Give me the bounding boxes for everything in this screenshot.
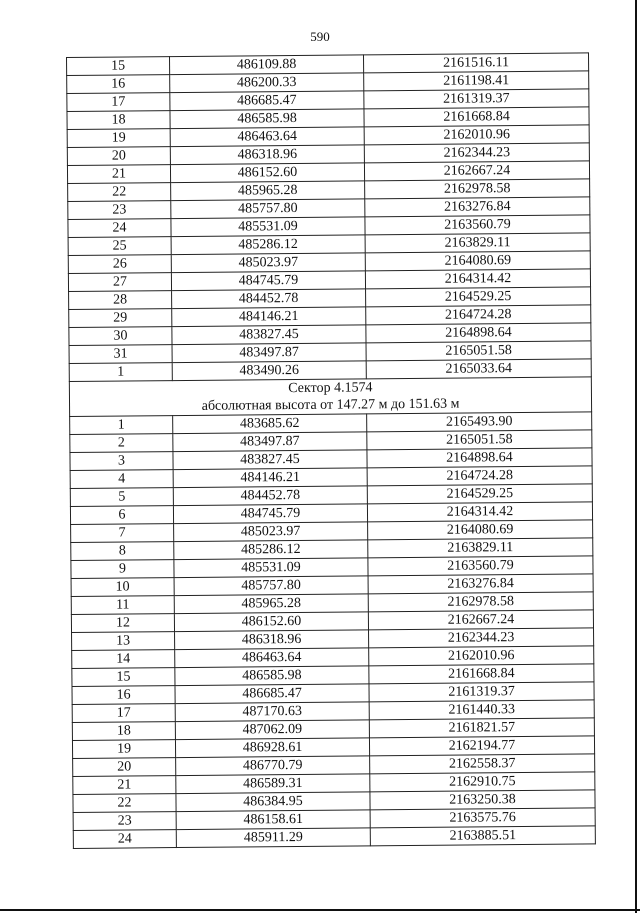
point-number-cell: 11 bbox=[71, 596, 174, 615]
x-coordinate-cell: 484745.79 bbox=[171, 271, 365, 291]
point-number-cell: 16 bbox=[67, 75, 170, 94]
y-coordinate-cell: 2163885.51 bbox=[370, 826, 595, 846]
point-number-cell: 24 bbox=[68, 219, 171, 238]
sector-header bbox=[69, 377, 591, 417]
point-number-cell: 21 bbox=[67, 165, 170, 184]
point-number-cell: 28 bbox=[69, 291, 172, 310]
point-number-cell: 20 bbox=[67, 147, 170, 166]
y-coordinate-cell: 2161198.41 bbox=[364, 71, 589, 91]
y-coordinate-cell: 2161668.84 bbox=[364, 107, 589, 127]
y-coordinate-cell: 2164898.64 bbox=[366, 323, 591, 343]
x-coordinate-cell: 486585.98 bbox=[170, 109, 364, 129]
x-coordinate-cell: 486318.96 bbox=[175, 630, 369, 650]
y-coordinate-cell: 2164080.69 bbox=[365, 251, 590, 271]
point-number-cell: 5 bbox=[70, 488, 173, 507]
point-number-cell: 6 bbox=[70, 506, 173, 525]
y-coordinate-cell: 2164724.28 bbox=[367, 466, 592, 486]
point-number-cell: 18 bbox=[67, 111, 170, 130]
point-number-cell: 15 bbox=[67, 57, 170, 76]
coordinates-table bbox=[66, 52, 596, 849]
scan-edge-right bbox=[635, 0, 637, 913]
y-coordinate-cell: 2162667.24 bbox=[368, 610, 593, 630]
x-coordinate-cell: 485965.28 bbox=[171, 181, 365, 201]
x-coordinate-cell: 485023.97 bbox=[174, 522, 368, 542]
y-coordinate-cell: 2163575.76 bbox=[370, 808, 595, 828]
y-coordinate-cell: 2164529.25 bbox=[366, 287, 591, 307]
x-coordinate-cell: 485286.12 bbox=[171, 235, 365, 255]
point-number-cell: 25 bbox=[68, 237, 171, 256]
y-coordinate-cell: 2165051.58 bbox=[367, 430, 592, 450]
x-coordinate-cell: 486585.98 bbox=[175, 666, 369, 686]
y-coordinate-cell: 2163829.11 bbox=[365, 233, 590, 253]
y-coordinate-cell: 2164724.28 bbox=[366, 305, 591, 325]
y-coordinate-cell: 2164080.69 bbox=[368, 520, 593, 540]
y-coordinate-cell: 2162344.23 bbox=[364, 143, 589, 163]
point-number-cell: 19 bbox=[67, 129, 170, 148]
x-coordinate-cell: 484452.78 bbox=[173, 486, 367, 506]
x-coordinate-cell: 485531.09 bbox=[171, 217, 365, 237]
x-coordinate-cell: 484146.21 bbox=[172, 307, 366, 327]
y-coordinate-cell: 2165051.58 bbox=[366, 341, 591, 361]
point-number-cell: 1 bbox=[69, 363, 172, 382]
y-coordinate-cell: 2162344.23 bbox=[369, 628, 594, 648]
scan-edge-bottom bbox=[0, 909, 640, 911]
sector-title: Сектор 4.1574 bbox=[288, 380, 373, 397]
page-number: 590 bbox=[310, 29, 330, 44]
x-coordinate-cell: 484745.79 bbox=[173, 504, 367, 524]
sector-subtitle: абсолютная высота от 147.27 м до 151.63 м bbox=[201, 396, 460, 414]
x-coordinate-cell: 486152.60 bbox=[170, 163, 364, 183]
y-coordinate-cell: 2162010.96 bbox=[369, 646, 594, 666]
point-number-cell: 10 bbox=[71, 578, 174, 597]
x-coordinate-cell: 486463.64 bbox=[175, 648, 369, 668]
sector-header-cell bbox=[69, 377, 591, 417]
point-number-cell: 17 bbox=[67, 93, 170, 112]
y-coordinate-cell: 2163560.79 bbox=[365, 215, 590, 235]
point-number-cell: 20 bbox=[73, 758, 176, 777]
x-coordinate-cell: 486158.61 bbox=[176, 810, 370, 830]
x-coordinate-cell: 486928.61 bbox=[175, 738, 369, 758]
table-body-after bbox=[70, 412, 596, 849]
x-coordinate-cell: 486318.96 bbox=[170, 145, 364, 165]
y-coordinate-cell: 2161319.37 bbox=[364, 89, 589, 109]
y-coordinate-cell: 2163560.79 bbox=[368, 556, 593, 576]
y-coordinate-cell: 2162194.77 bbox=[369, 736, 594, 756]
x-coordinate-cell: 487170.63 bbox=[175, 702, 369, 722]
x-coordinate-cell: 487062.09 bbox=[175, 720, 369, 740]
y-coordinate-cell: 2164529.25 bbox=[367, 484, 592, 504]
y-coordinate-cell: 2162978.58 bbox=[368, 592, 593, 612]
point-number-cell: 12 bbox=[71, 614, 174, 633]
x-coordinate-cell: 485023.97 bbox=[171, 253, 365, 273]
x-coordinate-cell: 485757.80 bbox=[171, 199, 365, 219]
point-number-cell: 26 bbox=[68, 255, 171, 274]
point-number-cell: 3 bbox=[70, 452, 173, 471]
y-coordinate-cell: 2161668.84 bbox=[369, 664, 594, 684]
y-coordinate-cell: 2161516.11 bbox=[363, 53, 588, 73]
point-number-cell: 23 bbox=[68, 201, 171, 220]
y-coordinate-cell: 2161319.37 bbox=[369, 682, 594, 702]
x-coordinate-cell: 486109.88 bbox=[170, 55, 364, 75]
table-body-before bbox=[67, 53, 592, 382]
y-coordinate-cell: 2162558.37 bbox=[370, 754, 595, 774]
x-coordinate-cell: 485965.28 bbox=[174, 594, 368, 614]
point-number-cell: 9 bbox=[71, 560, 174, 579]
y-coordinate-cell: 2162910.75 bbox=[370, 772, 595, 792]
y-coordinate-cell: 2164314.42 bbox=[365, 269, 590, 289]
x-coordinate-cell: 486685.47 bbox=[170, 91, 364, 111]
point-number-cell: 18 bbox=[72, 722, 175, 741]
point-number-cell: 22 bbox=[73, 794, 176, 813]
point-number-cell: 8 bbox=[71, 542, 174, 561]
table-row bbox=[73, 826, 595, 849]
point-number-cell: 30 bbox=[69, 327, 172, 346]
point-number-cell: 7 bbox=[71, 524, 174, 543]
x-coordinate-cell: 483497.87 bbox=[173, 432, 367, 452]
y-coordinate-cell: 2161440.33 bbox=[369, 700, 594, 720]
x-coordinate-cell: 486152.60 bbox=[174, 612, 368, 632]
point-number-cell: 29 bbox=[69, 309, 172, 328]
x-coordinate-cell: 486589.31 bbox=[176, 774, 370, 794]
x-coordinate-cell: 483497.87 bbox=[172, 343, 366, 363]
point-number-cell: 4 bbox=[70, 470, 173, 489]
point-number-cell: 27 bbox=[68, 273, 171, 292]
x-coordinate-cell: 483827.45 bbox=[172, 325, 366, 345]
x-coordinate-cell: 486384.95 bbox=[176, 792, 370, 812]
point-number-cell: 16 bbox=[72, 686, 175, 705]
y-coordinate-cell: 2162010.96 bbox=[364, 125, 589, 145]
x-coordinate-cell: 485757.80 bbox=[174, 576, 368, 596]
y-coordinate-cell: 2164314.42 bbox=[367, 502, 592, 522]
y-coordinate-cell: 2163276.84 bbox=[365, 197, 590, 217]
y-coordinate-cell: 2164898.64 bbox=[367, 448, 592, 468]
point-number-cell: 2 bbox=[70, 434, 173, 453]
point-number-cell: 13 bbox=[72, 632, 175, 651]
point-number-cell: 14 bbox=[72, 650, 175, 669]
y-coordinate-cell: 2162978.58 bbox=[365, 179, 590, 199]
point-number-cell: 21 bbox=[73, 776, 176, 795]
x-coordinate-cell: 486463.64 bbox=[170, 127, 364, 147]
x-coordinate-cell: 486685.47 bbox=[175, 684, 369, 704]
point-number-cell: 24 bbox=[73, 830, 176, 849]
point-number-cell: 22 bbox=[68, 183, 171, 202]
y-coordinate-cell: 2163250.38 bbox=[370, 790, 595, 810]
point-number-cell: 15 bbox=[72, 668, 175, 687]
y-coordinate-cell: 2163276.84 bbox=[368, 574, 593, 594]
x-coordinate-cell: 483827.45 bbox=[173, 450, 367, 470]
point-number-cell: 31 bbox=[69, 345, 172, 364]
y-coordinate-cell: 2163829.11 bbox=[368, 538, 593, 558]
point-number-cell: 1 bbox=[70, 416, 173, 435]
coordinates-table-wrap bbox=[66, 52, 595, 849]
y-coordinate-cell: 2165493.90 bbox=[367, 412, 592, 432]
point-number-cell: 17 bbox=[72, 704, 175, 723]
x-coordinate-cell: 486200.33 bbox=[170, 73, 364, 93]
x-coordinate-cell: 485911.29 bbox=[176, 828, 370, 848]
x-coordinate-cell: 484452.78 bbox=[172, 289, 366, 309]
x-coordinate-cell: 485286.12 bbox=[174, 540, 368, 560]
y-coordinate-cell: 2165033.64 bbox=[366, 359, 591, 379]
x-coordinate-cell: 483490.26 bbox=[172, 361, 366, 381]
y-coordinate-cell: 2162667.24 bbox=[364, 161, 589, 181]
sector-header-row bbox=[69, 377, 591, 417]
point-number-cell: 23 bbox=[73, 812, 176, 831]
x-coordinate-cell: 484146.21 bbox=[173, 468, 367, 488]
y-coordinate-cell: 2161821.57 bbox=[369, 718, 594, 738]
x-coordinate-cell: 485531.09 bbox=[174, 558, 368, 578]
point-number-cell: 19 bbox=[72, 740, 175, 759]
x-coordinate-cell: 483685.62 bbox=[173, 414, 367, 434]
x-coordinate-cell: 486770.79 bbox=[176, 756, 370, 776]
